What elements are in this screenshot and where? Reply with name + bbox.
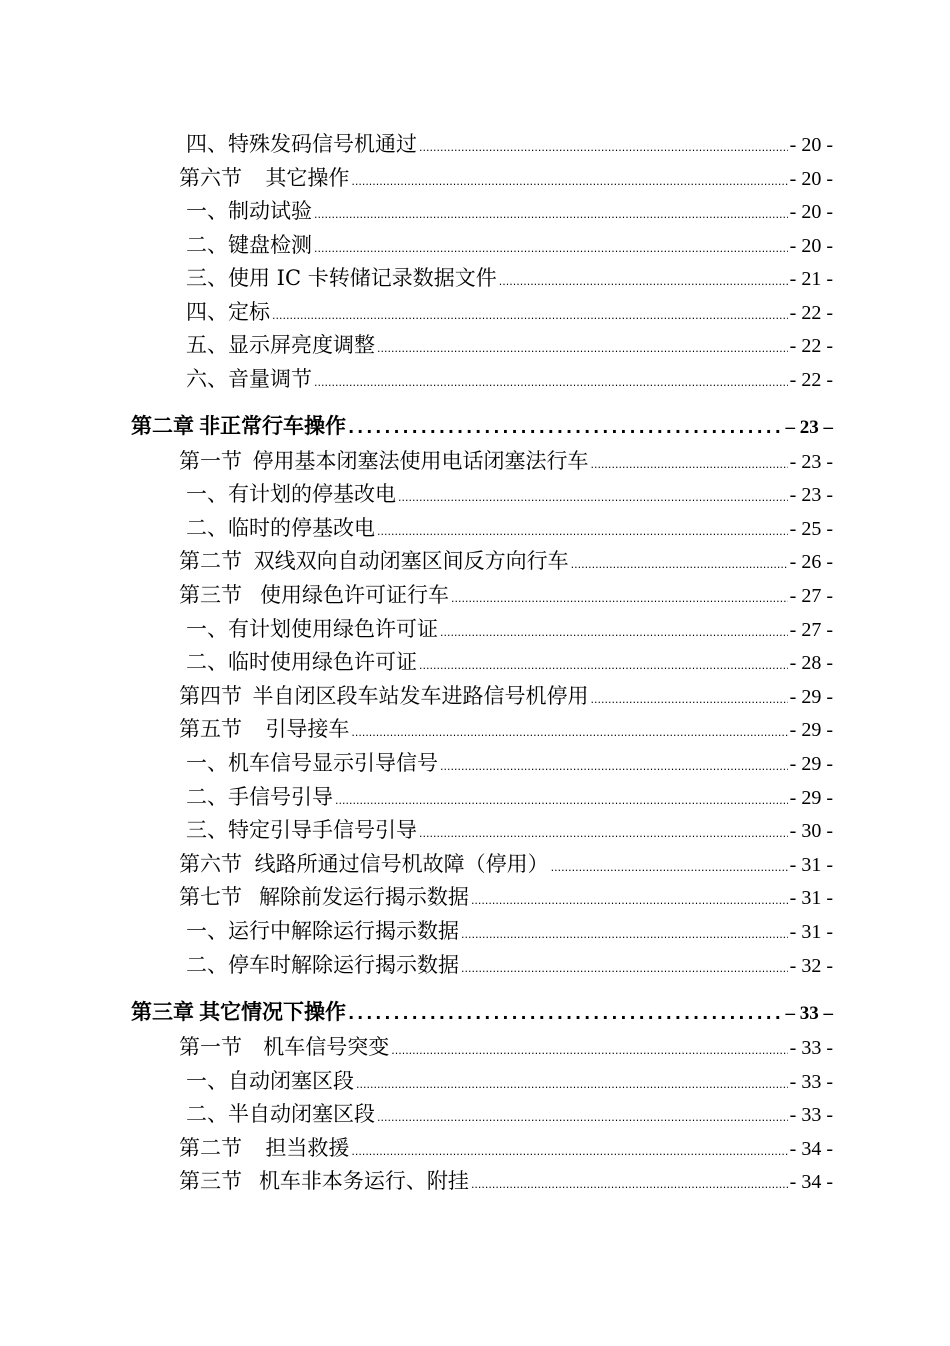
toc-entry-title: 定标: [228, 300, 270, 324]
toc-dot-leader: [591, 452, 788, 478]
toc-entry-title: 双线双向自动闭塞区间反方向行车: [253, 549, 569, 573]
toc-entry-title: 其它操作: [265, 166, 350, 190]
toc-entry-title: 非正常行车操作: [199, 413, 347, 438]
toc-dot-leader: [461, 922, 788, 948]
toc-page-number: - 33 -: [789, 1037, 833, 1059]
toc-entry-title: 半自动闭塞区段: [228, 1102, 375, 1126]
toc-entry-title: 停用基本闭塞法使用电话闭塞法行车: [252, 449, 589, 473]
toc-dot-leader: [471, 1172, 788, 1198]
toc-entry-section[interactable]: [179, 1034, 833, 1064]
toc-dot-leader: [471, 888, 788, 914]
toc-entry-title: 使用绿色许可证行车: [260, 583, 449, 607]
toc-page-number: - 21 -: [789, 268, 833, 290]
toc-dot-leader: [419, 135, 788, 161]
toc-entry-number: 一、: [186, 1069, 228, 1093]
toc-entry-title: 临时的停基改电: [228, 516, 375, 540]
toc-entry-number: 二、: [186, 953, 228, 977]
toc-entry-number: 第六节: [179, 852, 242, 876]
toc-entry-item[interactable]: [186, 1068, 833, 1098]
toc-dot-leader: [356, 1072, 788, 1098]
toc-entry-section[interactable]: [179, 851, 833, 881]
toc-entry-title: 机车非本务运行、附挂: [258, 1169, 469, 1193]
toc-dot-leader: [335, 788, 788, 814]
toc-page-number: - 30 -: [789, 820, 833, 842]
toc-dot-leader: [351, 1139, 787, 1165]
toc-page-number: – 33 –: [785, 1003, 833, 1024]
toc-entry-title: 键盘检测: [228, 233, 312, 257]
toc-dot-leader: [348, 415, 783, 441]
toc-entry-number: 第二章: [131, 413, 194, 438]
toc-page-number: - 20 -: [789, 235, 833, 257]
toc-page-number: - 34 -: [789, 1171, 833, 1193]
toc-entry-number: 二、: [186, 516, 228, 540]
toc-entry-item[interactable]: [186, 750, 833, 780]
toc-dot-leader: [314, 370, 788, 396]
toc-entry-chapter[interactable]: [131, 999, 833, 1027]
toc-dot-leader: [440, 620, 788, 646]
toc-entry-section[interactable]: [179, 884, 833, 914]
toc-entry-title: 使用 IC 卡转储记录数据文件: [228, 266, 497, 290]
toc-entry-number: 三、: [186, 266, 228, 290]
toc-dot-leader: [377, 519, 788, 545]
toc-dot-leader: [419, 653, 788, 679]
toc-entry-item[interactable]: [186, 232, 833, 262]
toc-entry-number: 第三节: [179, 583, 242, 607]
toc-page-number: - 23 -: [789, 451, 833, 473]
toc-page-number: - 32 -: [789, 955, 833, 977]
toc-entry-title: 自动闭塞区段: [228, 1069, 354, 1093]
toc-entry-title: 机车信号突变: [263, 1035, 390, 1059]
toc-page-number: - 28 -: [789, 652, 833, 674]
toc-entry-title: 运行中解除运行揭示数据: [228, 919, 459, 943]
toc-entry-title: 其它情况下操作: [199, 999, 347, 1024]
toc-page-number: - 22 -: [789, 302, 833, 324]
toc-entry-number: 第七节: [179, 885, 242, 909]
toc-entry-section[interactable]: [179, 1135, 833, 1165]
toc-dot-leader: [351, 169, 787, 195]
toc-entry-number: 六、: [186, 367, 228, 391]
toc-page-number: - 29 -: [789, 686, 833, 708]
toc-entry-title: 担当救援: [265, 1136, 350, 1160]
toc-entry-number: 二、: [186, 1102, 228, 1126]
toc-entry-number: 第二节: [179, 549, 242, 573]
toc-page-number: – 23 –: [785, 417, 833, 438]
toc-entry-title: 停车时解除运行揭示数据: [228, 953, 459, 977]
toc-entry-item[interactable]: [186, 299, 833, 329]
toc-entry-item[interactable]: [186, 366, 833, 396]
toc-dot-leader: [551, 855, 788, 881]
toc-page-number: - 23 -: [789, 484, 833, 506]
toc-entry-number: 一、: [186, 482, 228, 506]
toc-dot-leader: [398, 485, 788, 511]
toc-page-number: - 29 -: [789, 719, 833, 741]
toc-entry-title: 显示屏亮度调整: [228, 333, 375, 357]
toc-entry-title: 音量调节: [228, 367, 312, 391]
toc-page-number: - 29 -: [789, 787, 833, 809]
toc-dot-leader: [591, 687, 788, 713]
toc-entry-number: 二、: [186, 233, 228, 257]
toc-entry-number: 第四节: [179, 684, 242, 708]
toc-page-number: - 22 -: [789, 335, 833, 357]
toc-entry-item[interactable]: [186, 515, 833, 545]
toc-dot-leader: [377, 336, 788, 362]
toc-page-number: - 26 -: [789, 551, 833, 573]
toc-entry-number: 第六节: [179, 166, 242, 190]
toc-entry-item[interactable]: [186, 1101, 833, 1131]
toc-entry-item[interactable]: [186, 481, 833, 511]
toc-entry-title: 半自闭区段车站发车进路信号机停用: [252, 684, 589, 708]
toc-entry-number: 一、: [186, 199, 228, 223]
toc-entry-number: 二、: [186, 650, 228, 674]
toc-dot-leader: [314, 236, 788, 262]
toc-entry-number: 一、: [186, 617, 228, 641]
toc-entry-item[interactable]: [186, 817, 833, 847]
toc-entry-number: 一、: [186, 751, 228, 775]
toc-page-number: - 22 -: [789, 369, 833, 391]
toc-entry-item[interactable]: [186, 198, 833, 228]
toc-entry-number: 四、: [186, 132, 228, 156]
toc-entry-item[interactable]: [186, 616, 833, 646]
toc-entry-section[interactable]: [179, 582, 833, 612]
toc-dot-leader: [461, 956, 788, 982]
toc-dot-leader: [314, 202, 788, 228]
toc-entry-item[interactable]: [186, 332, 833, 362]
toc-entry-item[interactable]: [186, 649, 833, 679]
toc-entry-title: 有计划的停基改电: [228, 482, 396, 506]
toc-dot-leader: [348, 1001, 783, 1027]
toc-page-number: - 20 -: [789, 168, 833, 190]
toc-page-number: - 31 -: [789, 921, 833, 943]
toc-page-number: - 33 -: [789, 1104, 833, 1126]
toc-entry-section[interactable]: [179, 1168, 833, 1198]
toc-entry-item[interactable]: [186, 952, 833, 982]
toc-page-number: - 31 -: [789, 854, 833, 876]
toc-page-number: - 25 -: [789, 518, 833, 540]
toc-dot-leader: [377, 1105, 788, 1131]
toc-entry-number: 第三章: [131, 999, 194, 1024]
toc-page-number: - 31 -: [789, 887, 833, 909]
toc-dot-leader: [391, 1038, 787, 1064]
toc-page-number: - 34 -: [789, 1138, 833, 1160]
toc-entry-number: 第五节: [179, 717, 242, 741]
toc-entry-number: 第三节: [179, 1169, 242, 1193]
toc-page-number: - 29 -: [789, 753, 833, 775]
toc-page-number: - 20 -: [789, 134, 833, 156]
toc-page-number: - 33 -: [789, 1071, 833, 1093]
toc-entry-title: 解除前发运行揭示数据: [258, 885, 469, 909]
toc-entry-section[interactable]: [179, 448, 833, 478]
toc-dot-leader: [440, 754, 788, 780]
toc-entry-title: 机车信号显示引导信号: [228, 751, 438, 775]
toc-entry-title: 有计划使用绿色许可证: [228, 617, 438, 641]
toc-entry-item[interactable]: [186, 265, 833, 295]
toc-dot-leader: [499, 269, 788, 295]
toc-entry-number: 五、: [186, 333, 228, 357]
toc-entry-title: 制动试验: [228, 199, 312, 223]
toc-entry-item[interactable]: [186, 918, 833, 948]
toc-entry-title: 线路所通过信号机故障（停用）: [254, 852, 549, 876]
toc-dot-leader: [351, 720, 787, 746]
toc-entry-number: 第一节: [179, 1035, 242, 1059]
toc-dot-leader: [451, 586, 788, 612]
toc-entry-title: 特殊发码信号机通过: [228, 132, 417, 156]
toc-entry-section[interactable]: [179, 165, 833, 195]
toc-dot-leader: [272, 303, 788, 329]
toc-page-number: - 27 -: [789, 619, 833, 641]
toc-entry-title: 特定引导手信号引导: [228, 818, 417, 842]
toc-entry-item[interactable]: [186, 784, 833, 814]
toc-page-number: - 20 -: [789, 201, 833, 223]
toc-entry-number: 一、: [186, 919, 228, 943]
toc-entry-title: 手信号引导: [228, 785, 333, 809]
toc-entry-number: 四、: [186, 300, 228, 324]
toc-entry-section[interactable]: [179, 716, 833, 746]
toc-entry-number: 第一节: [179, 449, 242, 473]
toc-page-number: - 27 -: [789, 585, 833, 607]
toc-dot-leader: [419, 821, 788, 847]
toc-entry-number: 第二节: [179, 1136, 242, 1160]
toc-entry-number: 三、: [186, 818, 228, 842]
toc-entry-item[interactable]: [186, 131, 833, 161]
toc-entry-section[interactable]: [179, 683, 833, 713]
toc-entry-title: 引导接车: [265, 717, 350, 741]
toc-entry-chapter[interactable]: [131, 413, 833, 441]
toc-dot-leader: [571, 552, 788, 578]
toc-entry-section[interactable]: [179, 548, 833, 578]
toc-entry-number: 二、: [186, 785, 228, 809]
toc-entry-title: 临时使用绿色许可证: [228, 650, 417, 674]
